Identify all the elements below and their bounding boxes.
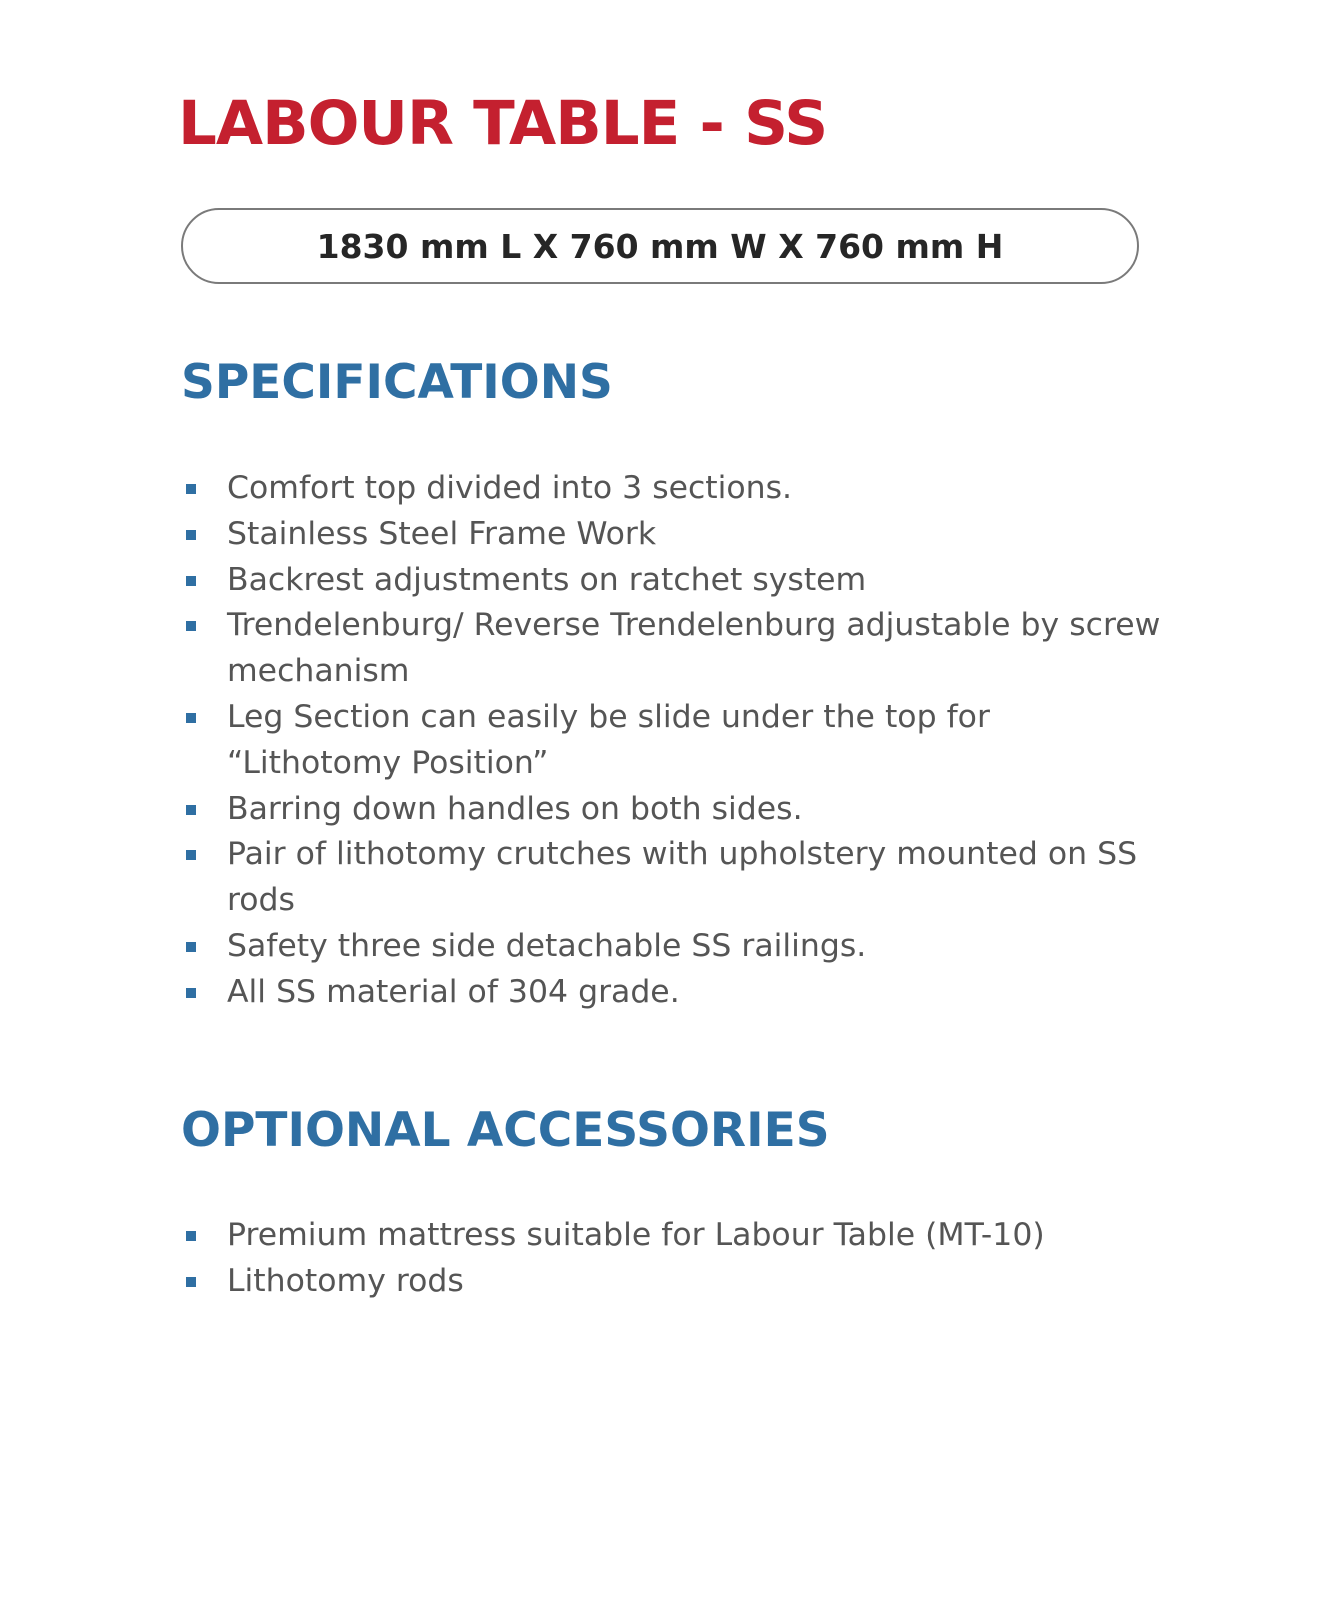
accessories-list <box>181 1213 1171 1305</box>
square-bullet-icon <box>186 942 196 952</box>
square-bullet-icon <box>186 530 196 540</box>
list-item-text: Safety three side detachable SS railings. <box>227 927 867 964</box>
list-item <box>181 924 1171 970</box>
list-item-text: Comfort top divided into 3 sections. <box>227 470 793 506</box>
square-bullet-icon <box>186 576 196 586</box>
optional-accessories-heading: OPTIONAL ACCESSORIES <box>181 1103 830 1158</box>
list-item <box>181 603 1171 695</box>
list-item-text: Barring down handles on both sides. <box>227 790 803 827</box>
list-item <box>181 970 1171 1016</box>
list-item <box>181 558 1171 604</box>
square-bullet-icon <box>186 1231 196 1241</box>
list-item <box>181 466 1171 512</box>
list-item-text: Leg Section can easily be slide under the top for “Lithotomy Position” <box>227 698 990 781</box>
list-item-text: Trendelenburg/ Reverse Trendelenburg adjustable by screw mechanism <box>227 607 1161 690</box>
dimensions-badge <box>181 208 1139 284</box>
list-item-text: Pair of lithotomy crutches with upholstery mounted on SS rods <box>227 836 1138 919</box>
square-bullet-icon <box>186 850 196 860</box>
list-item <box>181 695 1171 787</box>
list-item <box>181 1213 1171 1259</box>
specifications-list <box>181 466 1171 1016</box>
list-item-text: Stainless Steel Frame Work <box>227 515 657 552</box>
list-item <box>181 787 1171 833</box>
list-item <box>181 1259 1171 1305</box>
product-title: LABOUR TABLE - SS <box>178 88 828 159</box>
list-item-text: Backrest adjustments on ratchet system <box>227 561 867 598</box>
list-item-text: All SS material of 304 grade. <box>227 973 680 1010</box>
list-item <box>181 512 1171 558</box>
square-bullet-icon <box>186 988 196 998</box>
dimensions-text: 1830 mm L X 760 mm W X 760 mm H <box>316 226 1004 266</box>
square-bullet-icon <box>186 805 196 815</box>
square-bullet-icon <box>186 621 196 631</box>
list-item <box>181 832 1171 924</box>
list-item-text: Lithotomy rods <box>227 1262 464 1299</box>
square-bullet-icon <box>186 1277 196 1287</box>
specifications-heading: SPECIFICATIONS <box>181 355 613 410</box>
square-bullet-icon <box>186 713 196 723</box>
list-item-text: Premium mattress suitable for Labour Table (MT-10) <box>227 1217 1045 1253</box>
square-bullet-icon <box>186 484 196 494</box>
